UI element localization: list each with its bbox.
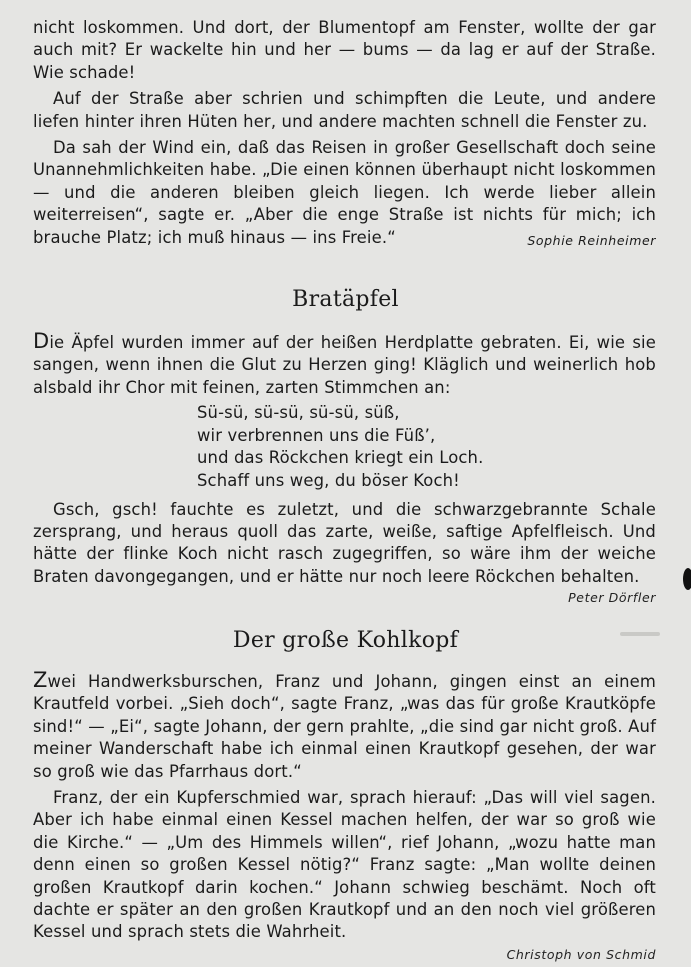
story-wind-continuation [33, 17, 656, 252]
author-christoph-von-schmid: Christoph von Schmid [506, 946, 656, 962]
author-peter-doerfler: Peter Dörfler [568, 590, 656, 606]
author-sophie-reinheimer: Sophie Reinheimer [527, 232, 656, 248]
drop-cap: Z [33, 668, 48, 692]
verse-block [197, 402, 656, 492]
paragraph: Da sah der Wind ein, daß das Reisen in großer Gesellschaft doch seine Unannehmlichkeiten habe. „Die einen können überhaupt nicht loskommen — und die anderen bleiben gleich liegen. Ich werde lieber allein weiterreisen“, sagte er. „Aber die enge Straße ist nichts für mich; ich brauche Platz; ich muß hinaus — ins Freie.“ Sophie Reinheimer [33, 137, 656, 249]
paragraph: Franz, der ein Kupferschmied war, sprach hierauf: „Das will viel sagen. Aber ich habe einmal einen Kessel machen helfen, der war so groß wie die Kirche.“ — „Um des Himmels willen“, rief Johann, „wozu hatte man denn einen so großen Kessel nötig?“ Franz sagte: „Man wollte deinen großen Krautkopf darin kochen.“ Johann schwieg beschämt. Noch oft dachte er später an den großen Krautkopf und an den noch viel größeren Kessel und sprach stets die Wahrheit. [33, 788, 656, 942]
story-title-brataepfel: Bratäpfel [292, 287, 399, 312]
story-brataepfel [33, 331, 656, 605]
verse-line: Sü-sü, sü-sü, sü-sü, süß, [197, 403, 400, 423]
verse-line: und das Röckchen kriegt ein Loch. [197, 448, 484, 468]
paragraph: Gsch, gsch! fauchte es zuletzt, und die schwarzgebrannte Schale zersprang, und heraus quoll das zarte, weiße, saftige Apfelfleisch. Und hätte der flinke Koch nicht rasch zugegriffen, so wäre ihm der weiche Braten davongegangen, und er hätte nur noch leere Röckchen behalten. [33, 499, 656, 586]
verse-line: wir verbrennen uns die Füß’, [197, 425, 436, 445]
paragraph: Auf der Straße aber schrien und schimpften die Leute, und andere liefen hinter ihren Hüten her, und andere machten schnell die Fenster zu. [33, 89, 656, 131]
verse-line: Schaff uns weg, du böser Koch! [197, 471, 460, 490]
scan-edge-mark [683, 568, 691, 590]
paragraph: Die Äpfel wurden immer auf der heißen Herdplatte gebraten. Ei, wie sie sangen, wenn ihnen die Glut zu Herzen ging! Kläglich und weinerlich hob alsbald ihr Chor mit feinen, zarten Stimmchen an: [33, 329, 656, 397]
scan-smudge [620, 632, 660, 636]
drop-cap: D [33, 329, 50, 353]
paragraph: Zwei Handwerksburschen, Franz und Johann, gingen einst an einem Krautfeld vorbei. „Sieh doch“, sagte Franz, „was das für große Krautköpfe sind!“ — „Ei“, sagte Johann, der gern prahlte, „die sind gar nicht groß. Auf meiner Wanderschaft habe ich einmal einen Krautkopf gesehen, der war so groß wie das Pfarrhaus dort.“ [33, 668, 656, 781]
story-title-kohlkopf: Der große Kohlkopf [232, 628, 459, 653]
paragraph: nicht loskommen. Und dort, der Blumentopf am Fenster, wollte der gar auch mit? Er wackelte hin und her — bums — da lag er auf der Straße. Wie schade! [33, 18, 656, 82]
story-kohlkopf [33, 670, 656, 962]
